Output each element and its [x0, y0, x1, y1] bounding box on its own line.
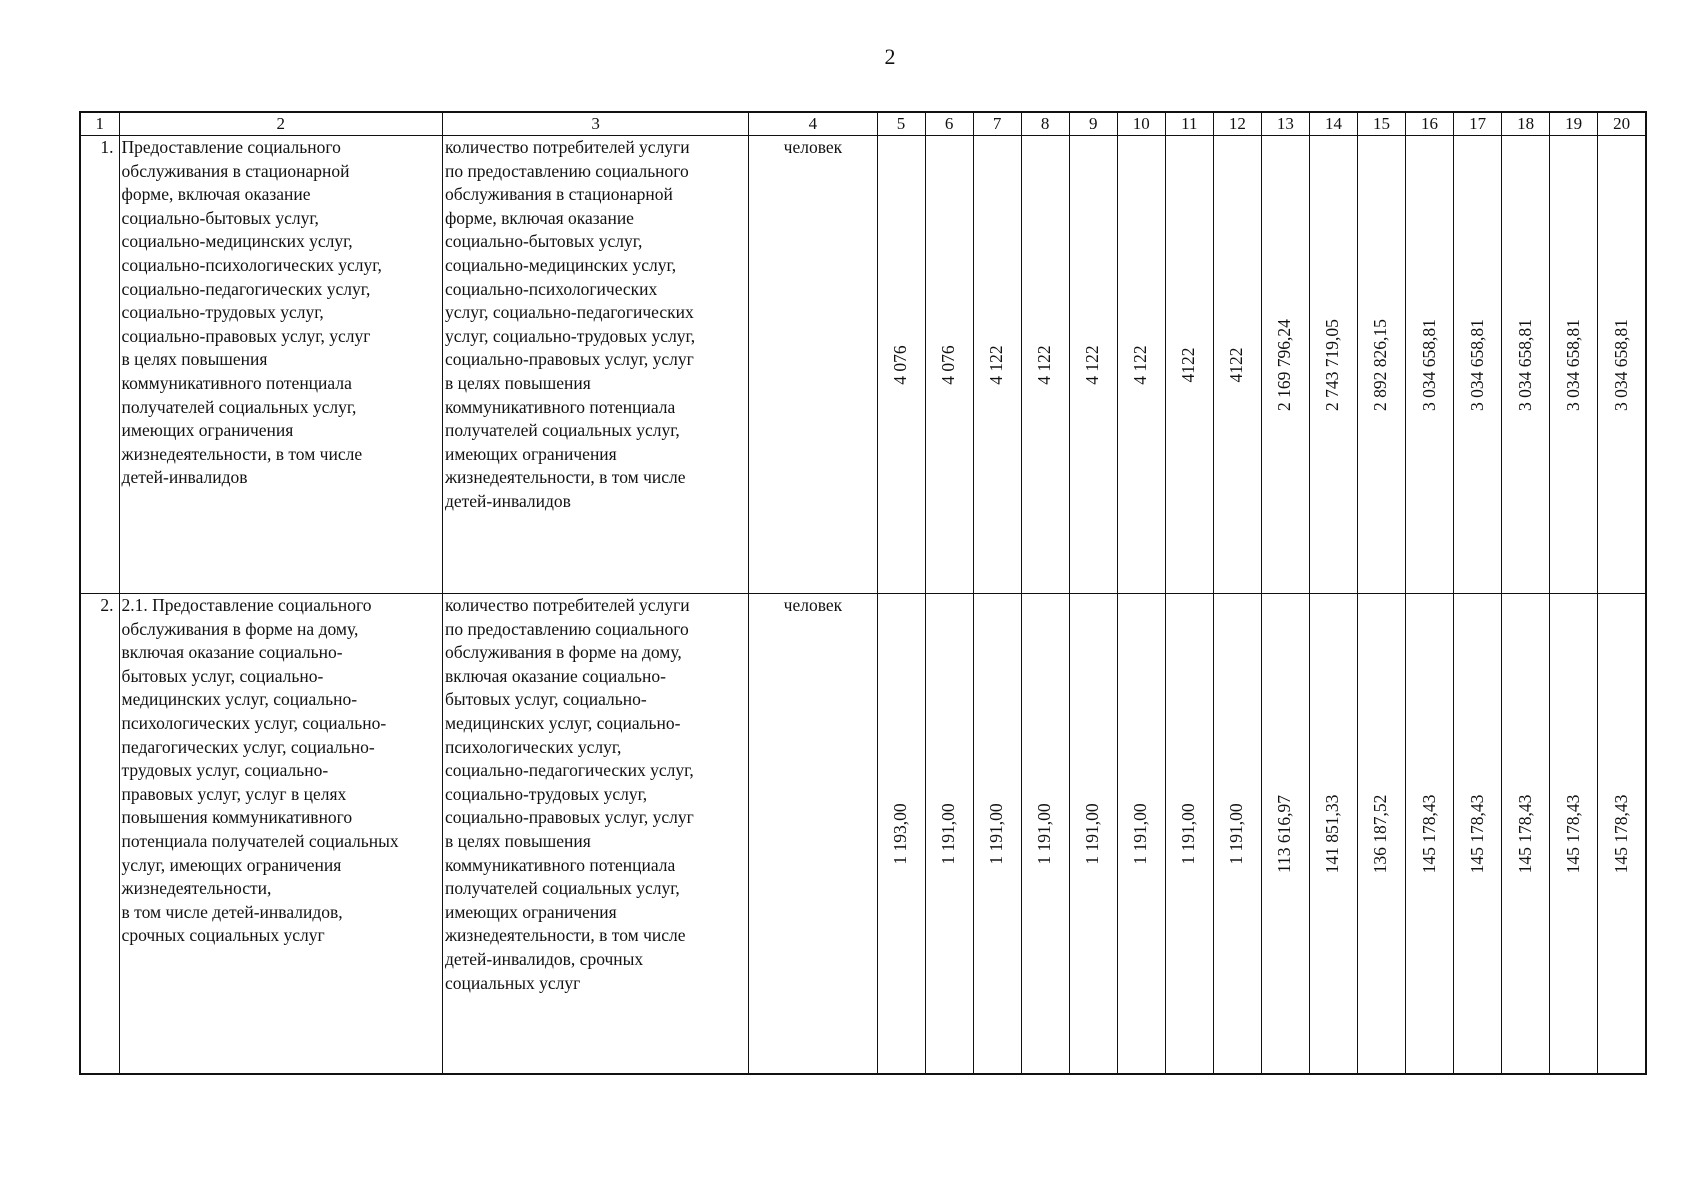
value-cell [1309, 594, 1357, 1075]
value-cell [1309, 136, 1357, 594]
column-header: 4 [749, 112, 877, 136]
column-header: 2 [119, 112, 442, 136]
value-text: 1 191,00 [1034, 802, 1055, 865]
unit-of-measure: человек [749, 594, 877, 1075]
value-text: 1 191,00 [1082, 802, 1103, 865]
value-cell [1213, 594, 1261, 1075]
value-cell [1165, 594, 1213, 1075]
value-cell [1117, 136, 1165, 594]
column-header: 17 [1454, 112, 1502, 136]
value-text: 141 851,33 [1322, 794, 1343, 873]
value-text: 3 034 658,81 [1466, 318, 1487, 411]
value-text: 145 178,43 [1562, 794, 1583, 873]
value-text: 113 616,97 [1274, 794, 1295, 873]
value-text: 4 076 [890, 344, 911, 385]
column-header: 18 [1502, 112, 1550, 136]
column-header: 15 [1357, 112, 1405, 136]
row-number: 2. [80, 594, 119, 1075]
value-cell [1454, 136, 1502, 594]
value-cell [1165, 136, 1213, 594]
value-text: 1 191,00 [986, 802, 1007, 865]
table-row [80, 594, 1646, 1075]
value-text: 4 076 [938, 344, 959, 385]
column-header: 14 [1309, 112, 1357, 136]
column-header: 1 [80, 112, 119, 136]
value-cell [1261, 594, 1309, 1075]
value-text: 4 122 [986, 344, 1007, 385]
value-cell [973, 136, 1021, 594]
value-text: 3 034 658,81 [1562, 318, 1583, 411]
value-cell [1502, 136, 1550, 594]
value-text: 1 191,00 [1226, 802, 1247, 865]
column-header: 19 [1550, 112, 1598, 136]
value-text: 1 191,00 [1130, 802, 1151, 865]
column-header: 11 [1165, 112, 1213, 136]
indicator-name: количество потребителей услуги по предоставлению социального обслуживания в форме на дому, включая оказание социально- бытовых услуг, социально- медицинских услуг, социально- психологических услуг, социально-педагогических услуг, социально-трудовых услуг, социально-правовых услуг, услуг в целях повышения коммуникативного потенциала получателей социальных услуг, имеющих ограничения жизнедеятельности, в том числе детей-инвалидов, срочных социальных услуг [442, 594, 748, 1075]
value-cell [877, 136, 925, 594]
column-header: 5 [877, 112, 925, 136]
column-header: 3 [442, 112, 748, 136]
column-header: 6 [925, 112, 973, 136]
value-cell [877, 594, 925, 1075]
value-cell [1598, 136, 1646, 594]
column-header: 13 [1261, 112, 1309, 136]
table-row [80, 136, 1646, 594]
value-text: 145 178,43 [1610, 794, 1631, 873]
value-text: 145 178,43 [1418, 794, 1439, 873]
column-header: 20 [1598, 112, 1646, 136]
value-text: 1 191,00 [938, 802, 959, 865]
value-cell [1069, 136, 1117, 594]
header-row [80, 112, 1646, 136]
column-header: 10 [1117, 112, 1165, 136]
column-header: 7 [973, 112, 1021, 136]
value-cell [1261, 136, 1309, 594]
value-text: 4122 [1178, 347, 1199, 382]
value-cell [1021, 594, 1069, 1075]
value-cell [973, 594, 1021, 1075]
value-text: 4 122 [1130, 344, 1151, 385]
value-cell [1598, 594, 1646, 1075]
unit-of-measure: человек [749, 136, 877, 594]
value-cell [1406, 136, 1454, 594]
value-text: 4 122 [1034, 344, 1055, 385]
value-text: 2 892 826,15 [1370, 318, 1391, 411]
row-number: 1. [80, 136, 119, 594]
value-cell [1357, 594, 1405, 1075]
value-text: 4122 [1226, 347, 1247, 382]
value-cell [925, 136, 973, 594]
data-table [79, 111, 1647, 1075]
service-name: Предоставление социального обслуживания в стационарной форме, включая оказание социально-бытовых услуг, социально-медицинских услуг, социально-психологических услуг, социально-педагогических услуг, социально-трудовых услуг, социально-правовых услуг, услуг в целях повышения коммуникативного потенциала получателей социальных услуг, имеющих ограничения жизнедеятельности, в том числе детей-инвалидов [119, 136, 442, 594]
value-text: 3 034 658,81 [1418, 318, 1439, 411]
value-cell [1021, 136, 1069, 594]
value-text: 3 034 658,81 [1610, 318, 1631, 411]
value-text: 2 743 719,05 [1322, 318, 1343, 411]
value-cell [1213, 136, 1261, 594]
value-cell [1357, 136, 1405, 594]
value-text: 3 034 658,81 [1514, 318, 1535, 411]
value-cell [1117, 594, 1165, 1075]
value-text: 136 187,52 [1370, 794, 1391, 873]
value-cell [1502, 594, 1550, 1075]
value-text: 1 193,00 [890, 802, 911, 865]
value-cell [1069, 594, 1117, 1075]
value-cell [925, 594, 973, 1075]
value-cell [1550, 136, 1598, 594]
column-header: 16 [1406, 112, 1454, 136]
value-text: 145 178,43 [1514, 794, 1535, 873]
column-header: 12 [1213, 112, 1261, 136]
indicator-name: количество потребителей услуги по предоставлению социального обслуживания в стационарной форме, включая оказание социально-бытовых услуг, социально-медицинских услуг, социально-психологических услуг, социально-педагогических услуг, социально-трудовых услуг, социально-правовых услуг, услуг в целях повышения коммуникативного потенциала получателей социальных услуг, имеющих ограничения жизнедеятельности, в том числе детей-инвалидов [442, 136, 748, 594]
value-text: 145 178,43 [1466, 794, 1487, 873]
value-cell [1550, 594, 1598, 1075]
value-text: 2 169 796,24 [1274, 318, 1295, 411]
page-number: 2 [884, 44, 896, 69]
value-cell [1454, 594, 1502, 1075]
value-text: 1 191,00 [1178, 802, 1199, 865]
column-header: 9 [1069, 112, 1117, 136]
service-name: 2.1. Предоставление социального обслуживания в форме на дому, включая оказание социально- бытовых услуг, социально- медицинских услуг, социально- психологических услуг, социально- педагогических услуг, социально- трудовых услуг, социально- правовых услуг, услуг в целях повышения коммуникативного потенциала получателей социальных услуг, имеющих ограничения жизнедеятельности, в том числе детей-инвалидов, срочных социальных услуг [119, 594, 442, 1075]
value-cell [1406, 594, 1454, 1075]
value-text: 4 122 [1082, 344, 1103, 385]
column-header: 8 [1021, 112, 1069, 136]
